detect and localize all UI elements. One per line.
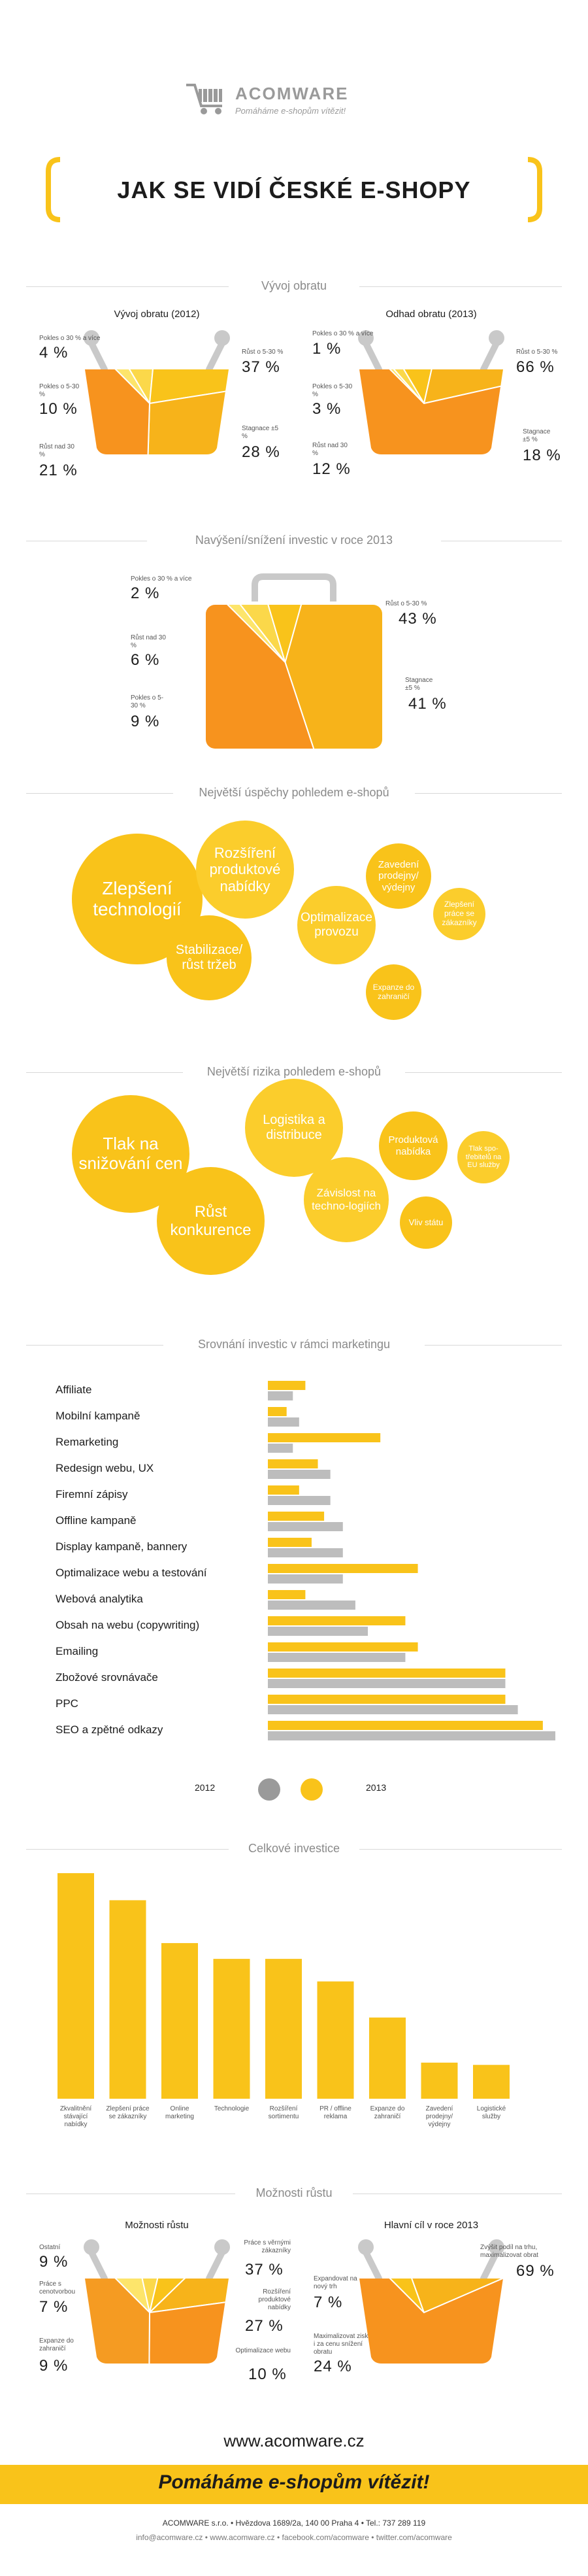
risk-bubble-1: Logistika a distribuce bbox=[245, 1079, 343, 1177]
bar-2013-0 bbox=[268, 1381, 305, 1390]
pie7-value-1: 24 % bbox=[314, 2358, 352, 2375]
pie2-value-0: 1 % bbox=[312, 340, 342, 358]
pie3-value-2: 9 % bbox=[131, 713, 160, 730]
pie1-value-2: 21 % bbox=[39, 462, 78, 479]
legend-swatch-2013 bbox=[301, 1778, 323, 1801]
investment-chart bbox=[0, 562, 588, 785]
pie6-value-0: 9 % bbox=[39, 2253, 69, 2271]
basket-handle bbox=[366, 343, 379, 369]
pie3-label-3: Stagnace ±5 % bbox=[405, 677, 433, 692]
vbar-category-label: Rozšíření sortimentu bbox=[268, 2105, 299, 2120]
legend-label-2013: 2013 bbox=[366, 1782, 387, 1793]
bar-2012-13 bbox=[268, 1731, 555, 1740]
vbar-5 bbox=[318, 1982, 354, 2099]
pie6-value-3: 10 % bbox=[248, 2365, 287, 2383]
basket-handle bbox=[209, 2252, 222, 2279]
vbar-4 bbox=[265, 1959, 302, 2099]
section-title-growth: Možnosti růstu bbox=[255, 2186, 333, 2199]
pie2-value-2: 12 % bbox=[312, 460, 351, 478]
marketing-category-label: SEO a zpětné odkazy bbox=[56, 1723, 163, 1736]
brand-slogan: Pomáháme e-shopům vítězit! bbox=[235, 106, 346, 116]
bar-2013-9 bbox=[268, 1616, 405, 1625]
bar-2012-8 bbox=[268, 1601, 355, 1610]
bar-2012-5 bbox=[268, 1522, 343, 1531]
marketing-category-label: PPC bbox=[56, 1697, 78, 1710]
risk-bubble-3: Tlak spo-třebitelů na EU služby bbox=[457, 1131, 510, 1183]
bar-2013-10 bbox=[268, 1642, 418, 1652]
pie3-label-4: Růst o 5-30 % bbox=[385, 600, 427, 607]
pie2-label-4: Růst o 5-30 % bbox=[516, 348, 558, 356]
success-bubble-4: Zavedení prodejny/ výdejny bbox=[366, 843, 431, 909]
vbar-6 bbox=[369, 2018, 406, 2099]
vbar-category-label: Expanze do zahraničí bbox=[370, 2105, 405, 2120]
section-title-marketing: Srovnání investic v rámci marketingu bbox=[197, 1338, 391, 1351]
success-bubble-5: Zlepšení práce se zákazníky bbox=[433, 888, 485, 940]
bar-2012-10 bbox=[268, 1653, 405, 1662]
pie1-value-4: 37 % bbox=[242, 358, 280, 376]
pie1-label-3: Stagnace ±5 % bbox=[242, 425, 279, 440]
marketing-category-label: Display kampaně, bannery bbox=[56, 1540, 188, 1553]
risk-bubble-0: Tlak na snižování cen bbox=[72, 1095, 189, 1213]
pie3-label-2: Pokles o 5-30 % bbox=[131, 694, 164, 709]
bar-2012-12 bbox=[268, 1705, 518, 1714]
footer-slogan: Pomáháme e-shopům vítězit! bbox=[158, 2471, 430, 2493]
bar-2013-1 bbox=[268, 1407, 287, 1416]
bar-2013-4 bbox=[268, 1485, 299, 1495]
pie7-label-0: Expandovat na nový trh bbox=[314, 2275, 357, 2290]
marketing-category-label: Optimalizace webu a testování bbox=[56, 1567, 207, 1579]
basket-handle-knob bbox=[84, 2239, 99, 2255]
pie7-label-1: Maximalizovat zisk i za cenu snížení obratu bbox=[314, 2333, 368, 2356]
pie7-value-2: 69 % bbox=[516, 2262, 555, 2280]
pie7-label-2: Zvýšit podíl na trhu, maximalizovat obrat bbox=[480, 2244, 538, 2259]
vbar-category-label: Zkvalitnění stávající nabídky bbox=[59, 2105, 92, 2128]
bar-2012-7 bbox=[268, 1574, 343, 1584]
pie1-label-0: Pokles o 30 % a více bbox=[39, 335, 101, 342]
pie1-title: Vývoj obratu (2012) bbox=[114, 309, 200, 320]
pie6-value-1: 7 % bbox=[39, 2298, 69, 2316]
bar-2012-3 bbox=[268, 1470, 331, 1479]
marketing-category-label: Mobilní kampaně bbox=[56, 1410, 140, 1422]
bar-2012-4 bbox=[268, 1496, 331, 1505]
bar-2012-0 bbox=[268, 1391, 293, 1400]
bar-2013-6 bbox=[268, 1538, 312, 1547]
pie6-label-1: Práce s cenotvorbou bbox=[39, 2280, 76, 2296]
pie3-value-4: 43 % bbox=[399, 610, 437, 628]
basket-handle bbox=[91, 343, 105, 369]
section-title-investment: Navýšení/snížení investic v roce 2013 bbox=[195, 534, 393, 547]
basket-handle-knob bbox=[214, 330, 230, 346]
vbar-category-label: Technologie bbox=[214, 2105, 250, 2112]
success-bubble-6: Expanze do zahraničí bbox=[366, 964, 421, 1020]
pie1-value-3: 28 % bbox=[242, 443, 280, 461]
vbar-category-label: PR / offline reklama bbox=[319, 2105, 351, 2120]
bar-2012-2 bbox=[268, 1444, 293, 1453]
basket-handle bbox=[209, 343, 222, 369]
basket-handle-knob bbox=[214, 2239, 230, 2255]
marketing-category-label: Zbožové srovnávače bbox=[56, 1671, 158, 1684]
marketing-category-label: Emailing bbox=[56, 1645, 99, 1657]
success-bubble-2: Stabilizace/ růst tržeb bbox=[167, 915, 252, 1000]
bar-2013-3 bbox=[268, 1459, 318, 1468]
pie6-title: Možnosti růstu bbox=[125, 2220, 189, 2231]
pie6-label-3: Optimalizace webu bbox=[235, 2347, 291, 2354]
basket-pie-2013 bbox=[252, 320, 588, 490]
pie6-label-4: Rozšíření produktové nabídky bbox=[258, 2288, 291, 2311]
pie-slice-3 bbox=[286, 562, 497, 785]
risk-bubble-2: Produktová nabídka bbox=[379, 1111, 448, 1180]
pie7-value-0: 7 % bbox=[314, 2294, 343, 2311]
pie3-value-3: 41 % bbox=[408, 695, 447, 713]
pie2-label-1: Pokles o 5-30 % bbox=[312, 383, 353, 398]
vbar-category-label: Zavedení prodejny/ výdejny bbox=[425, 2105, 453, 2128]
pie2-title: Odhad obratu (2013) bbox=[385, 309, 477, 320]
pie3-label-1: Růst nad 30 % bbox=[131, 634, 166, 649]
marketing-category-label: Offline kampaně bbox=[56, 1514, 137, 1527]
case-handle bbox=[255, 577, 333, 602]
risk-bubble-6: Vliv státu bbox=[400, 1196, 452, 1249]
pie6-label-5: Práce s věrnými zákazníky bbox=[244, 2239, 291, 2254]
legend-swatch-2012 bbox=[258, 1778, 280, 1801]
total-investment-bar-chart bbox=[0, 1870, 588, 2118]
success-bubble-3: Optimalizace provozu bbox=[297, 886, 376, 964]
marketing-category-label: Redesign webu, UX bbox=[56, 1462, 154, 1474]
pie1-value-0: 4 % bbox=[39, 344, 69, 362]
bar-2013-13 bbox=[268, 1721, 543, 1730]
main-title-block bbox=[46, 157, 542, 222]
page-title: JAK SE VIDÍ ČESKÉ E-SHOPY bbox=[117, 177, 471, 203]
turnover-charts bbox=[0, 320, 588, 490]
bar-2013-11 bbox=[268, 1669, 505, 1678]
pie1-label-1: Pokles o 5-30 % bbox=[39, 383, 80, 398]
marketing-category-label: Firemní zápisy bbox=[56, 1488, 128, 1500]
risk-bubble-4: Růst konkurence bbox=[157, 1167, 265, 1275]
pie2-value-4: 66 % bbox=[516, 358, 555, 376]
vbar-7 bbox=[421, 2063, 458, 2099]
pie3-label-0: Pokles o 30 % a více bbox=[131, 575, 192, 583]
vbar-1 bbox=[110, 1900, 146, 2099]
pie2-label-3: Stagnace ±5 % bbox=[523, 428, 551, 443]
cart-logo-icon bbox=[183, 77, 229, 116]
marketing-category-label: Remarketing bbox=[56, 1436, 119, 1448]
pie2-value-1: 3 % bbox=[312, 400, 342, 418]
section-title-risks: Největší rizika pohledem e-shopů bbox=[206, 1065, 382, 1078]
risk-bubble-5: Závislost na techno-logiích bbox=[304, 1157, 389, 1242]
legend-label-2012: 2012 bbox=[195, 1782, 216, 1793]
brand-header bbox=[0, 65, 588, 118]
pie6-value-5: 37 % bbox=[245, 2261, 284, 2279]
marketing-category-label: Affiliate bbox=[56, 1383, 92, 1396]
bar-2013-7 bbox=[268, 1564, 418, 1573]
bar-2012-11 bbox=[268, 1679, 505, 1688]
basket-handle bbox=[91, 2252, 105, 2279]
basket-handle bbox=[483, 343, 497, 369]
vbar-category-label: Logistické služby bbox=[476, 2105, 506, 2120]
pie2-label-0: Pokles o 30 % a více bbox=[312, 330, 374, 337]
bar-2013-8 bbox=[268, 1590, 305, 1599]
pie2-value-3: 18 % bbox=[523, 447, 561, 464]
success-bubble-0: Zlepšení technologií bbox=[72, 834, 203, 964]
pie-slice-3 bbox=[424, 320, 588, 403]
basket-handle-knob bbox=[358, 2239, 374, 2255]
pie1-label-4: Růst o 5-30 % bbox=[242, 348, 284, 356]
pie-slice-5 bbox=[0, 2229, 150, 2399]
marketing-category-label: Obsah na webu (copywriting) bbox=[56, 1619, 200, 1631]
pie3-value-0: 2 % bbox=[131, 585, 160, 602]
vbar-category-label: Zlepšení práce se zákazníky bbox=[106, 2105, 150, 2120]
vbar-3 bbox=[214, 1959, 250, 2099]
bar-2013-2 bbox=[268, 1433, 380, 1442]
basket-handle-knob bbox=[489, 330, 504, 346]
bar-2013-12 bbox=[268, 1695, 505, 1704]
bar-2013-5 bbox=[268, 1512, 324, 1521]
pie-slice-4 bbox=[252, 320, 588, 490]
pie6-value-2: 9 % bbox=[39, 2357, 69, 2375]
footer-links[interactable]: info@acomware.cz • www.acomware.cz • facebook.com/acomware • twitter.com/acomware bbox=[136, 2533, 452, 2542]
pie1-value-1: 10 % bbox=[39, 400, 78, 418]
footer-url[interactable]: www.acomware.cz bbox=[223, 2431, 365, 2450]
pie6-label-2: Expanze do zahraničí bbox=[39, 2337, 74, 2352]
bar-2012-6 bbox=[268, 1548, 343, 1557]
brand-name: ACOMWARE bbox=[235, 84, 349, 103]
pie6-label-0: Ostatní bbox=[39, 2244, 61, 2251]
pie1-label-2: Růst nad 30 % bbox=[39, 443, 74, 458]
pie7-title: Hlavní cíl v roce 2013 bbox=[384, 2220, 479, 2231]
section-title-turnover: Vývoj obratu bbox=[261, 279, 327, 292]
pie3-value-1: 6 % bbox=[131, 651, 160, 669]
pie2-label-2: Růst nad 30 % bbox=[312, 442, 348, 457]
footer-contact: ACOMWARE s.r.o. • Hvězdova 1689/2a, 140 00 Praha 4 • Tel.: 737 289 119 bbox=[162, 2518, 426, 2528]
vbar-0 bbox=[57, 1873, 94, 2099]
section-title-success: Největší úspěchy pohledem e-shopů bbox=[199, 786, 389, 799]
vbar-2 bbox=[161, 1943, 198, 2099]
pie-slice-2 bbox=[150, 320, 320, 403]
marketing-category-label: Webová analytika bbox=[56, 1593, 143, 1605]
bar-2012-9 bbox=[268, 1627, 368, 1636]
basket-handle bbox=[366, 2252, 379, 2279]
vbar-8 bbox=[473, 2065, 510, 2099]
success-bubble-1: Rozšíření produktové nabídky bbox=[196, 821, 294, 919]
pie6-value-4: 27 % bbox=[245, 2317, 284, 2335]
vbar-category-label: Online marketing bbox=[165, 2105, 194, 2120]
bar-2012-1 bbox=[268, 1417, 299, 1427]
section-title-total-investment: Celkové investice bbox=[248, 1842, 340, 1855]
